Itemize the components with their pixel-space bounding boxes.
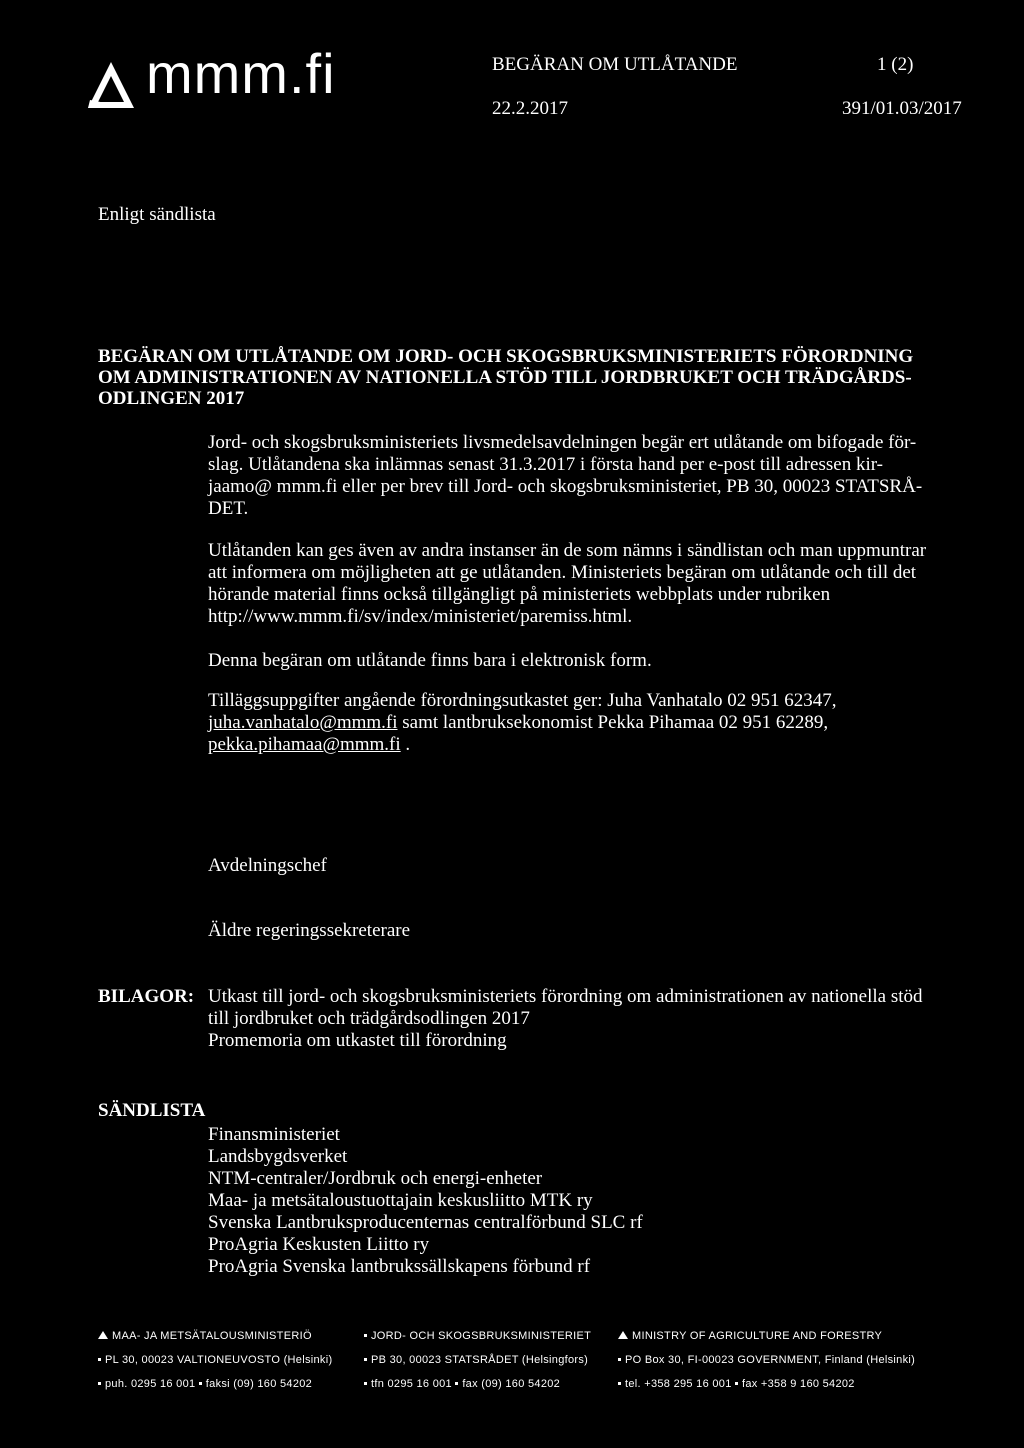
list-item: Finansministeriet	[208, 1124, 340, 1145]
bullet-icon	[735, 1382, 738, 1385]
footer-text: MINISTRY OF AGRICULTURE AND FORESTRY	[632, 1330, 883, 1342]
logo-triangle-icon	[88, 62, 134, 108]
footer-text: JORD- OCH SKOGSBRUKSMINISTERIET	[371, 1330, 592, 1342]
footer-line	[618, 1348, 915, 1372]
email-link-vanhatalo[interactable]: juha.vanhatalo@mmm.fi	[208, 712, 398, 733]
attachments-label: BILAGOR:	[98, 986, 195, 1007]
text-line: Utlåtanden kan ges även av andra instanser än de som nämns i sändlistan och man uppmuntrar	[208, 540, 927, 561]
footer-line	[98, 1324, 332, 1348]
recipient: Enligt sändlista	[98, 204, 216, 225]
list-item: ProAgria Keskusten Liitto ry	[208, 1234, 430, 1255]
list-item: NTM-centraler/Jordbruk och energi-enheter	[208, 1168, 543, 1189]
footer-text: PB 30, 00023 STATSRÅDET (Helsingfors)	[371, 1354, 589, 1366]
text-line: hörande material finns också tillgängligt på ministeriets webbplats under rubriken	[208, 584, 831, 605]
footer-text: puh. 0295 16 001	[105, 1378, 196, 1390]
signature-title-1: Avdelningschef	[208, 855, 327, 876]
bullet-icon	[98, 1358, 101, 1361]
bullet-icon	[455, 1382, 458, 1385]
list-item: Landsbygdsverket	[208, 1146, 348, 1167]
bullet-icon	[364, 1358, 367, 1361]
distribution-list	[208, 1124, 643, 1278]
footer-finnish	[98, 1324, 332, 1396]
paragraph-contacts	[208, 690, 938, 756]
email-link-pihamaa[interactable]: pekka.pihamaa@mmm.fi	[208, 734, 401, 755]
bullet-icon	[199, 1382, 202, 1385]
document-type: BEGÄRAN OM UTLÅTANDE	[492, 54, 738, 75]
text-line	[208, 734, 938, 756]
text-line: http://www.mmm.fi/sv/index/ministeriet/paremiss.html.	[208, 606, 633, 627]
bullet-icon	[618, 1358, 621, 1361]
text-line: Tilläggsuppgifter angående förordningsutkastet ger: Juha Vanhatalo 02 951 62347,	[208, 690, 837, 711]
document-date: 22.2.2017	[492, 98, 568, 119]
footer-line	[98, 1348, 332, 1372]
bullet-icon	[618, 1382, 621, 1385]
footer-text: tel. +358 295 16 001	[625, 1378, 732, 1390]
attachments-list	[208, 986, 968, 1052]
text-line	[208, 712, 938, 734]
footer-english	[618, 1324, 915, 1396]
signature-title-2: Äldre regeringssekreterare	[208, 920, 411, 941]
footer-text: fax +358 9 160 54202	[741, 1378, 855, 1390]
paragraph-electronic: Denna begäran om utlåtande finns bara i elektronisk form.	[208, 650, 652, 671]
logo-text: mmm.fi	[146, 42, 336, 105]
text-fragment: samt lantbruksekonomist Pekka Pihamaa 02 951 62289,	[397, 712, 829, 733]
footer-line	[618, 1324, 915, 1348]
attachment-line: Utkast till jord- och skogsbruksministeriets förordning om administrationen av nationella stöd	[208, 986, 923, 1007]
footer-swedish	[364, 1324, 591, 1396]
footer-text: tfn 0295 16 001	[371, 1378, 452, 1390]
bullet-icon	[364, 1334, 367, 1337]
footer-line	[98, 1372, 332, 1396]
list-item: Svenska Lantbruksproducenternas centralförbund SLC rf	[208, 1212, 643, 1233]
title-line: OM ADMINISTRATIONEN AV NATIONELLA STÖD TILL JORDBRUKET OCH TRÄDGÅRDS-	[98, 367, 912, 388]
list-item: Maa- ja metsätaloustuottajain keskusliitto MTK ry	[208, 1190, 593, 1211]
footer-text: MAA- JA METSÄTALOUSMINISTERIÖ	[112, 1330, 312, 1342]
text-line: att informera om möjligheten att ge utlåtanden. Ministeriets begäran om utlåtande och till det	[208, 562, 917, 583]
title-line: BEGÄRAN OM UTLÅTANDE OM JORD- OCH SKOGSBRUKSMINISTERIETS FÖRORDNING	[98, 346, 914, 367]
footer-text: fax (09) 160 54202	[462, 1378, 561, 1390]
text-line: Jord- och skogsbruksministeriets livsmedelsavdelningen begär ert utlåtande om bifogade för-	[208, 432, 917, 453]
attachment-line: till jordbruket och trädgårdsodlingen 2017	[208, 1008, 530, 1029]
bullet-icon	[98, 1382, 101, 1385]
footer-line	[364, 1324, 591, 1348]
reference-number: 391/01.03/2017	[842, 98, 962, 119]
footer-line	[364, 1348, 591, 1372]
footer-text: PL 30, 00023 VALTIONEUVOSTO (Helsinki)	[105, 1354, 333, 1366]
text-line: DET.	[208, 498, 249, 519]
footer-text: faksi (09) 160 54202	[205, 1378, 313, 1390]
footer-line	[364, 1372, 591, 1396]
text-fragment: .	[400, 734, 411, 755]
title-line: ODLINGEN 2017	[98, 388, 245, 409]
triangle-icon	[618, 1331, 628, 1339]
text-line: jaamo@ mmm.fi eller per brev till Jord- och skogsbruksministeriet, PB 30, 00023 STATSRÅ-	[208, 476, 923, 497]
paragraph-request	[208, 432, 938, 520]
bullet-icon	[364, 1382, 367, 1385]
paragraph-info	[208, 540, 938, 628]
footer-line	[618, 1372, 915, 1396]
text-line: slag. Utlåtandena ska inlämnas senast 31.3.2017 i första hand per e-post till adressen kir-	[208, 454, 884, 475]
list-item: ProAgria Svenska lantbrukssällskapens förbund rf	[208, 1256, 591, 1277]
attachment-line: Promemoria om utkastet till förordning	[208, 1030, 507, 1051]
document-title	[98, 346, 958, 409]
footer-text: PO Box 30, FI-00023 GOVERNMENT, Finland (Helsinki)	[625, 1354, 916, 1366]
triangle-icon	[98, 1331, 108, 1339]
ministry-logo	[88, 42, 368, 120]
distribution-list-label: SÄNDLISTA	[98, 1100, 206, 1121]
page-number: 1 (2)	[877, 54, 914, 75]
